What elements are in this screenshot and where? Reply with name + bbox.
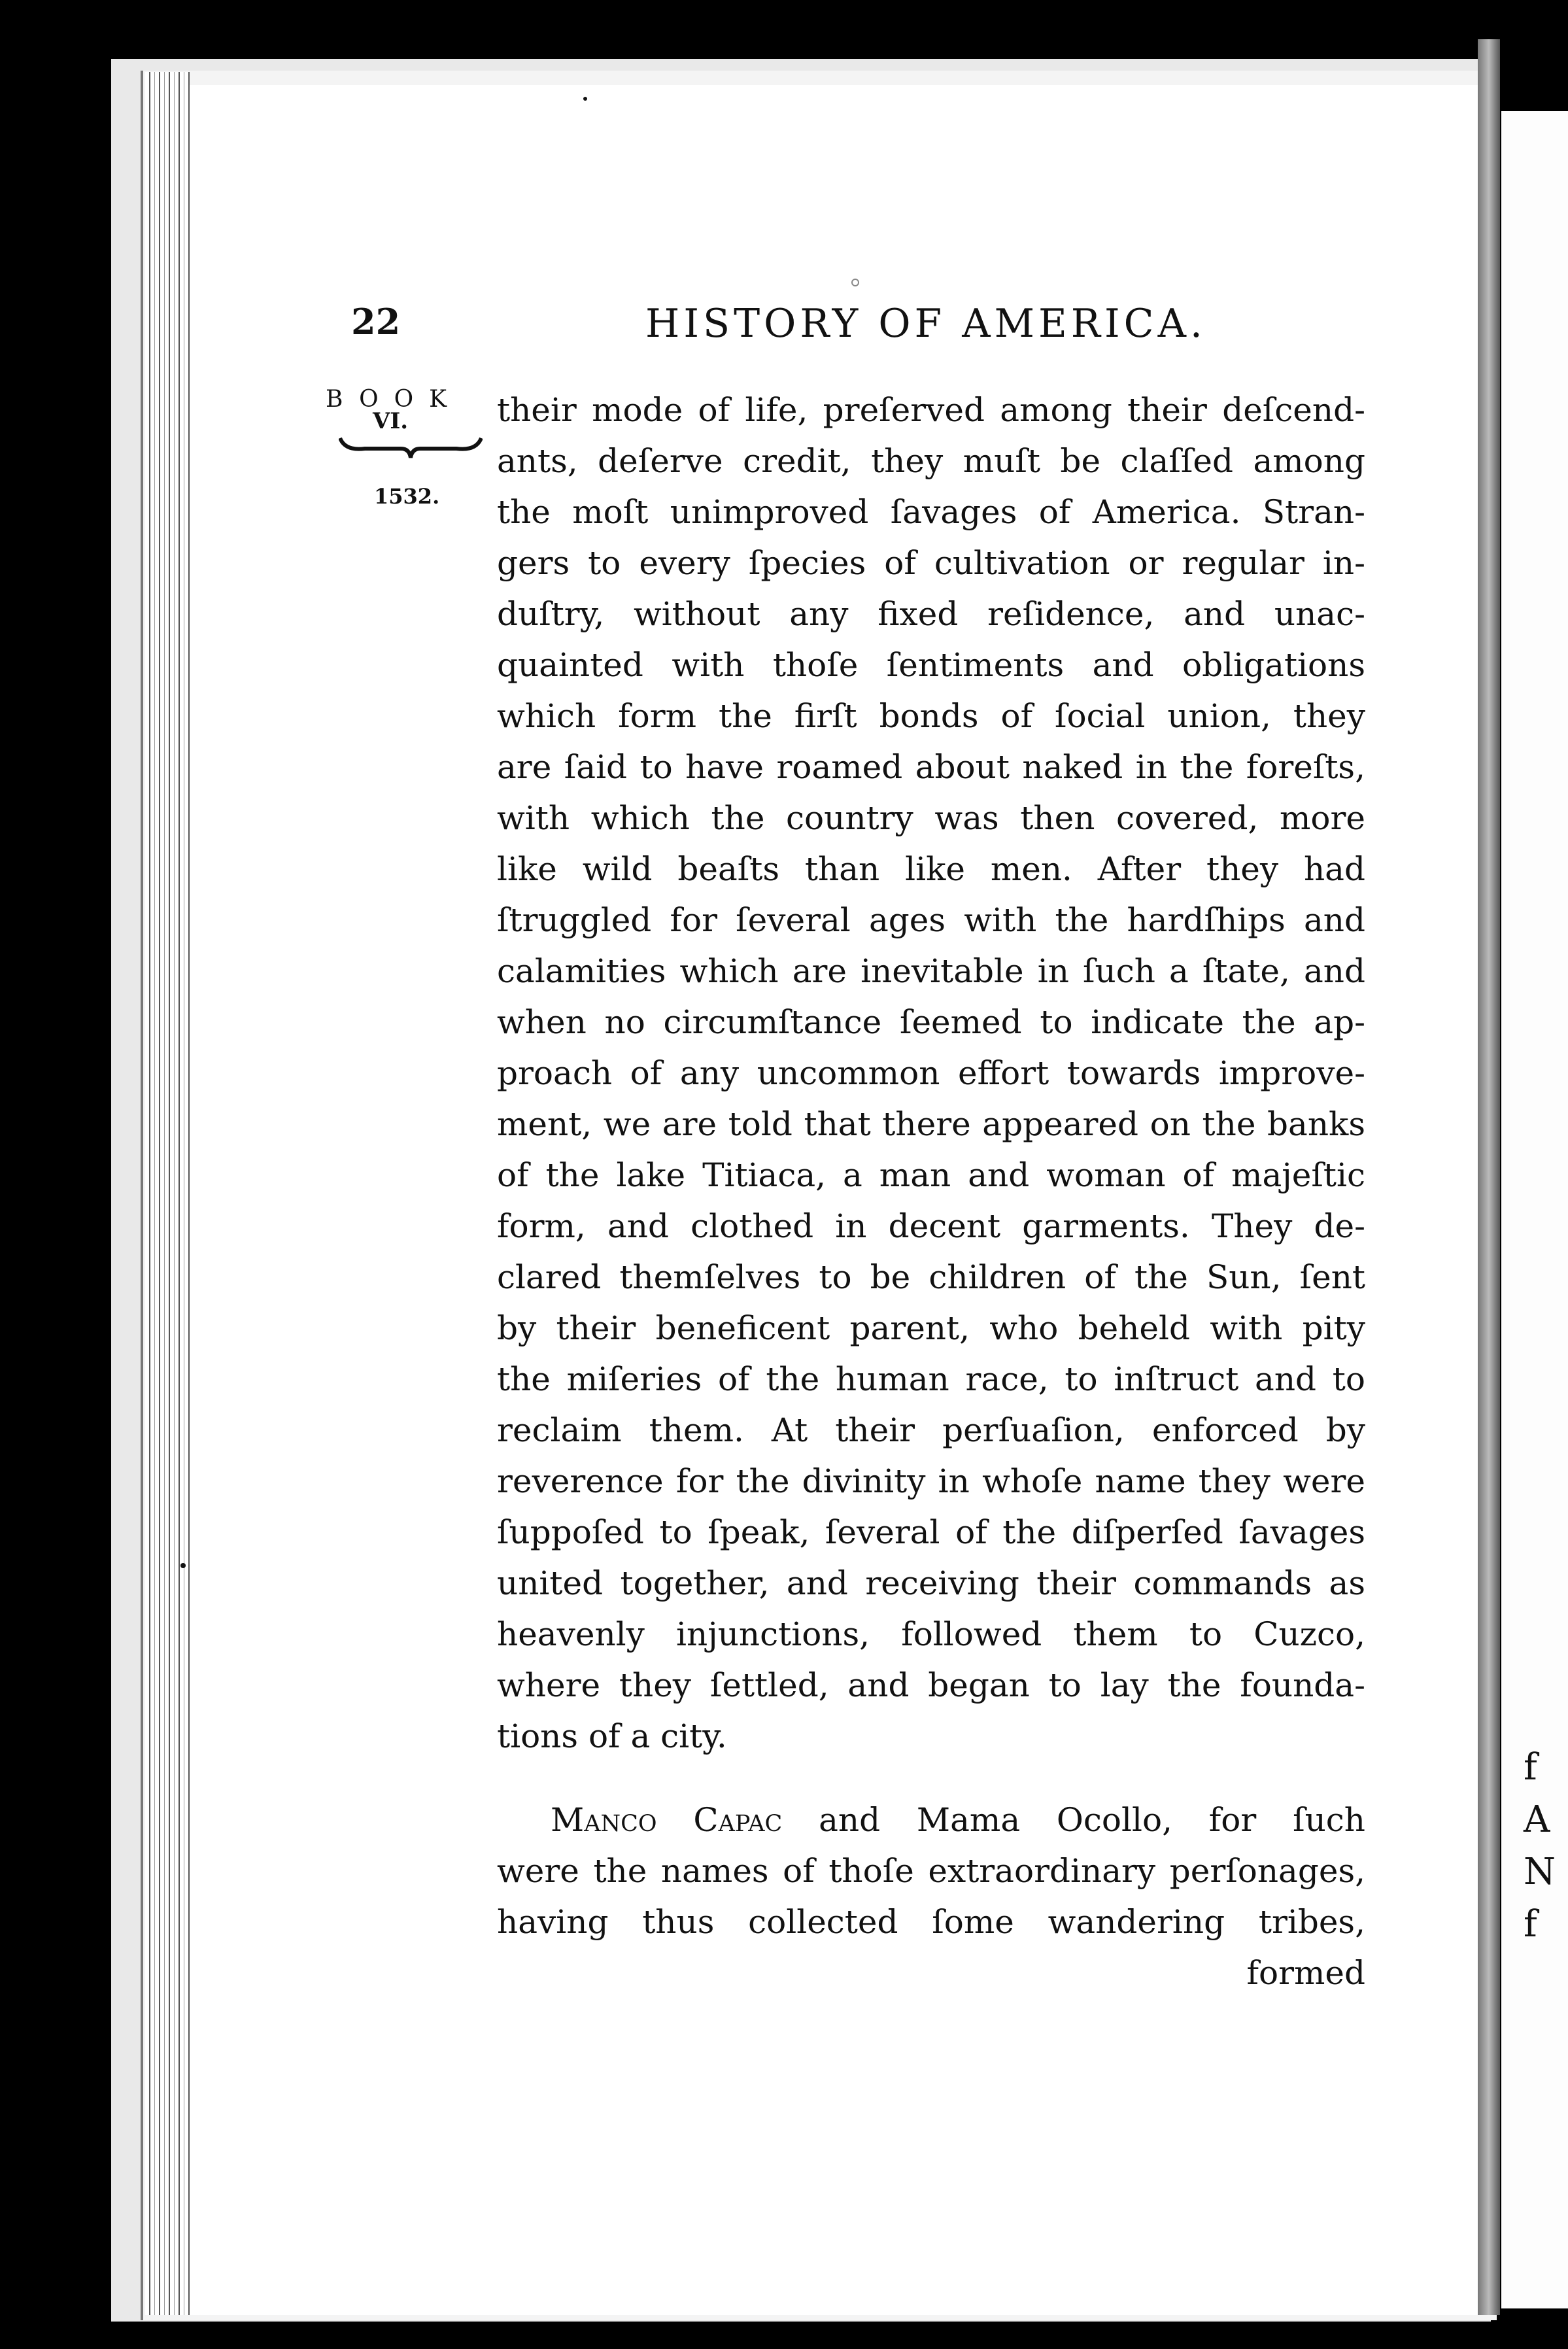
text-line: the moſt unimproved ſavages of America. Stran- — [497, 493, 1365, 531]
speck — [583, 97, 587, 101]
text-line — [497, 1794, 1365, 1845]
proper-name: Manco Capac — [551, 1801, 783, 1839]
text-line: their mode of life, preſerved among their deſcend- — [497, 391, 1365, 429]
text-line: like wild beaſts than like men. After they had — [497, 850, 1365, 888]
text-line: which form the firſt bonds of ſocial union, they — [497, 697, 1365, 735]
gutter-shadow — [1478, 39, 1500, 2315]
text-line: by their beneficent parent, who beheld with pity — [497, 1309, 1365, 1347]
text-line: when no circumſtance ſeemed to indicate the ap- — [497, 1003, 1365, 1041]
margin-book-label: BOOK — [326, 386, 463, 413]
text-line: reclaim them. At their perſuaſion, enforced by — [497, 1411, 1365, 1449]
margin-year: 1532. — [374, 484, 440, 509]
text-line: reverence for the divinity in whoſe name they were — [497, 1462, 1365, 1500]
text-line: ants, deſerve credit, they muſt be claſſed among — [497, 442, 1365, 480]
facing-letter: A — [1524, 1798, 1550, 1841]
text-line: with which the country was then covered, more — [497, 799, 1365, 837]
running-title: HISTORY OF AMERICA. — [645, 301, 1206, 347]
facing-letter: f — [1524, 1746, 1537, 1789]
text-line: tions of a city. — [497, 1717, 727, 1755]
text-line: form, and clothed in decent garments. They de- — [497, 1207, 1365, 1245]
margin-volume: VI. — [373, 408, 409, 434]
text-line: ſtruggled for ſeveral ages with the hardſhips and — [497, 901, 1365, 939]
margin-brace — [339, 434, 483, 460]
paragraph — [497, 385, 1365, 1762]
speck — [851, 279, 859, 286]
facing-letter: N — [1524, 1851, 1556, 1893]
text-line: quainted with thoſe ſentiments and obligations — [497, 646, 1365, 684]
text-line: were the names of thoſe extraordinary perſonages, — [497, 1852, 1365, 1890]
text-line: gers to every ſpecies of cultivation or regular in- — [497, 544, 1365, 582]
text-line: ſuppoſed to ſpeak, ſeveral of the diſperſed ſavages — [497, 1513, 1365, 1551]
text-line: calamities which are inevitable in ſuch a ſtate, and — [497, 952, 1365, 990]
text-line: having thus collected ſome wandering tribes, — [497, 1903, 1365, 1941]
text-line: heavenly injunctions, followed them to Cuzco, — [497, 1615, 1365, 1653]
body-text — [497, 385, 1365, 1998]
speck — [180, 1563, 186, 1568]
facing-letter: f — [1524, 1903, 1537, 1946]
text-line: where they ſettled, and began to lay the founda- — [497, 1666, 1365, 1704]
paragraph — [497, 1794, 1365, 1947]
text-line: the miſeries of the human race, to inſtruct and to — [497, 1360, 1365, 1398]
text-line: clared themſelves to be children of the Sun, ſent — [497, 1258, 1365, 1296]
page-edges — [145, 72, 190, 2315]
running-header — [0, 301, 1568, 353]
text-line: proach of any uncommon effort towards improve- — [497, 1054, 1365, 1092]
page-number: 22 — [351, 301, 401, 343]
paragraph-gap — [497, 1762, 1365, 1794]
text-line: ment, we are told that there appeared on the banks — [497, 1105, 1365, 1143]
text-line: are ſaid to have roamed about naked in the foreſts, — [497, 748, 1365, 786]
text-run: and Mama Ocollo, for ſuch — [782, 1801, 1366, 1839]
text-line: duſtry, without any fixed reſidence, and unac- — [497, 595, 1365, 633]
text-line: of the lake Titiaca, a man and woman of majeſtic — [497, 1156, 1365, 1194]
text-line: united together, and receiving their commands as — [497, 1564, 1365, 1602]
catchword: formed — [1246, 1954, 1365, 1992]
facing-page — [1501, 111, 1568, 2308]
